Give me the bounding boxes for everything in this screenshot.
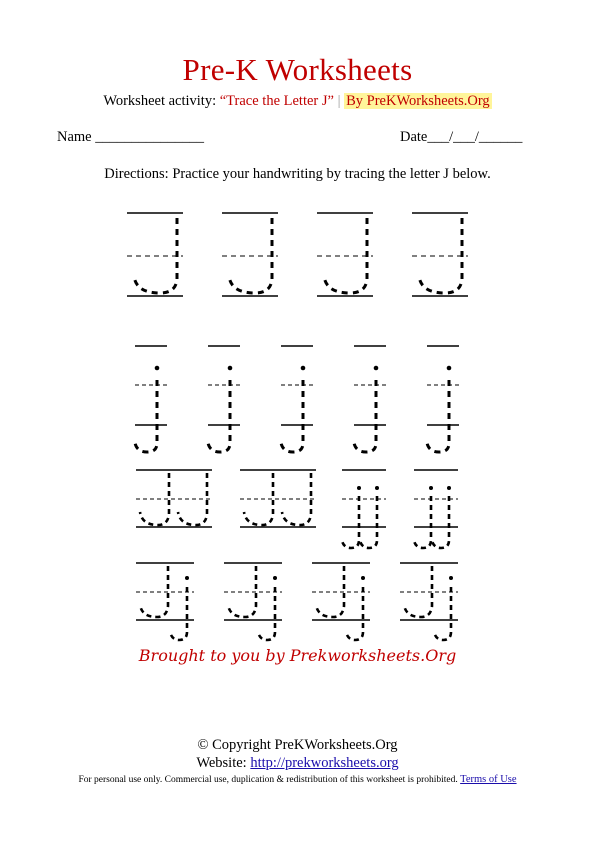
row-pairs-2 — [136, 563, 458, 640]
trace-letter-J — [127, 213, 183, 296]
directions-text: Directions: Practice your handwriting by tracing the letter J below. — [104, 166, 491, 182]
trace-pair-Jj — [224, 563, 282, 640]
trace-letter-j — [281, 346, 313, 452]
by-line: By PreKWorksheets.Org — [346, 93, 490, 109]
trace-letter-J — [317, 213, 373, 296]
website-label: Website: — [196, 755, 247, 771]
website-link[interactable]: http://prekworksheets.org — [250, 755, 399, 771]
row-uppercase — [127, 213, 468, 296]
page-title: Pre-K Worksheets — [182, 52, 413, 87]
trace-letter-J — [412, 213, 468, 296]
usage-notice — [0, 774, 595, 785]
trace-letter-j — [354, 346, 386, 452]
trace-pair-jj — [342, 470, 386, 548]
trace-pair-Jj — [136, 563, 194, 640]
terms-of-use-link[interactable]: Terms of Use — [460, 774, 517, 785]
trace-letter-j — [135, 346, 167, 452]
trace-pair-Jj — [312, 563, 370, 640]
brought-by-text: Brought to you by Prekworksheets.Org — [138, 646, 457, 665]
copyright-text: © Copyright PreKWorksheets.Org — [197, 737, 398, 753]
usage-notice-text: For personal use only. Commercial use, duplication & redistribution of this worksheet is prohibited. — [78, 775, 458, 785]
activity-name: “Trace the Letter J” — [219, 93, 334, 109]
trace-pair-JJ — [136, 470, 212, 527]
trace-pair-jj — [414, 470, 458, 548]
website-line — [0, 755, 595, 772]
trace-letter-j — [208, 346, 240, 452]
trace-pair-JJ — [240, 470, 316, 527]
trace-letter-j — [427, 346, 459, 452]
name-field[interactable]: Name _______________ — [57, 129, 204, 145]
row-lowercase — [135, 346, 459, 452]
activity-separator: | — [337, 93, 341, 109]
row-pairs-1 — [136, 470, 458, 548]
activity-prefix: Worksheet activity: — [103, 93, 217, 109]
trace-pair-Jj — [400, 563, 458, 640]
trace-letter-J — [222, 213, 278, 296]
date-field[interactable]: Date___/___/______ — [400, 129, 523, 145]
